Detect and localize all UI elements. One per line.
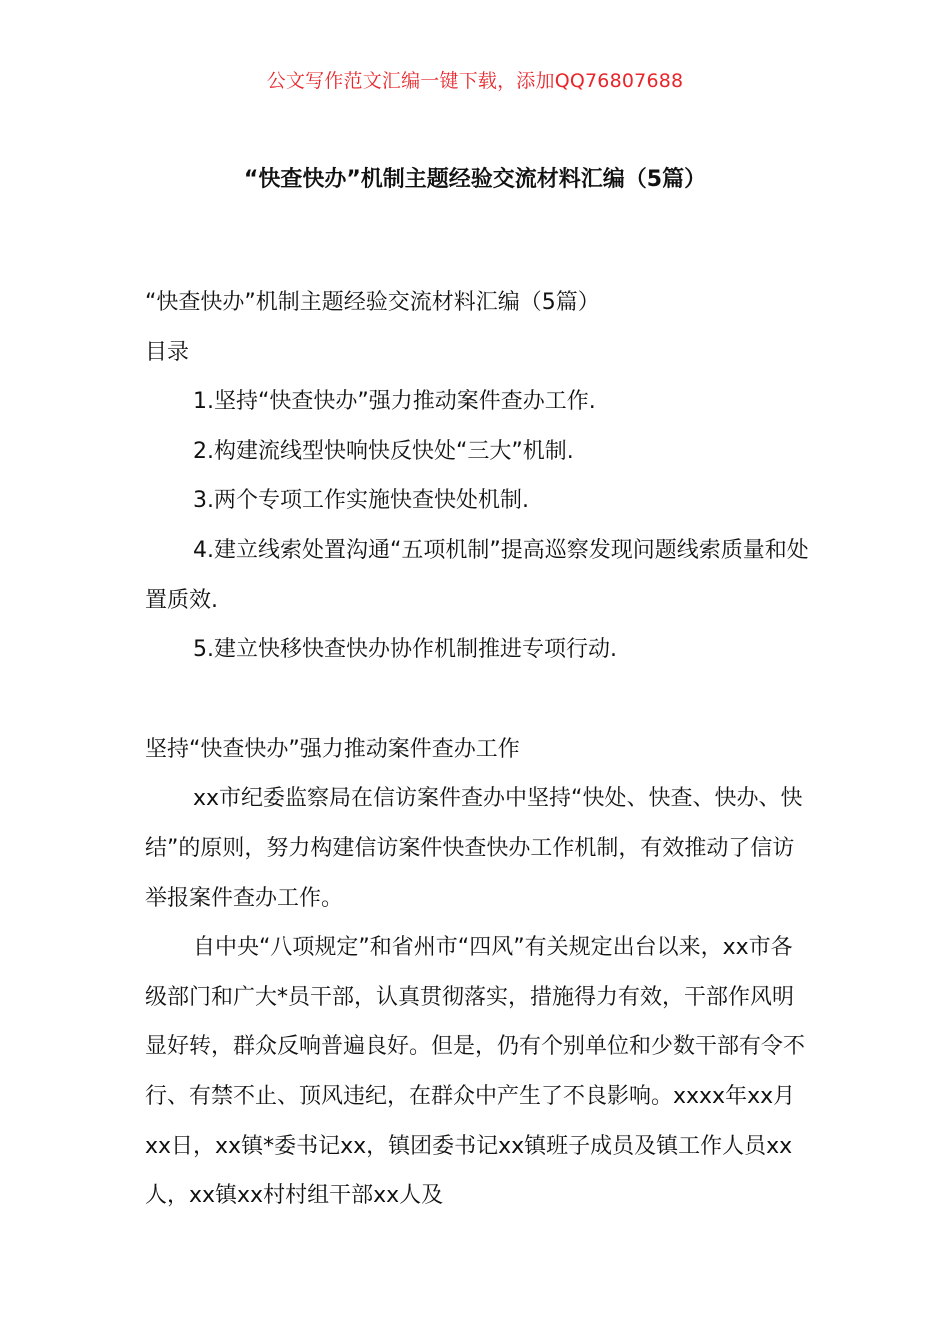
document-title: “快查快办”机制主题经验交流材料汇编（5篇） [243,167,707,192]
toc-item-4: 4.建立线索处置沟通“五项机制”提高巡察发现问题线索质量和处置质效. [145,537,809,613]
section-gap [145,675,813,725]
toc-item-1: 1.坚持“快查快办”强力推动案件查办工作. [193,389,596,415]
toc-item-3: 3.两个专项工作实施快查快处机制. [193,488,529,514]
download-notice: 公文写作范文汇编一键下载，添加QQ76807688 [266,70,684,92]
body-paragraph-1: xx市纪委监察局在信访案件查办中坚持“快处、快查、快办、快结”的原则，努力构建信访案件快查快办工作机制，有效推动了信访举报案件查办工作。 [145,786,803,911]
document-body [145,278,813,1221]
section-title: 坚持“快查快办”强力推动案件查办工作 [145,736,520,762]
toc-item-5: 5.建立快移快查快办协作机制推进专项行动. [193,637,617,663]
toc-item-2: 2.构建流线型快响快反快处“三大”机制. [193,438,574,464]
body-paragraph-2: 自中央“八项规定”和省州市“四风”有关规定出台以来，xx市各级部门和广大*员干部，认真贯彻落实，措施得力有效，干部作风明显好转，群众反响普遍良好。但是，仍有个别单位和少数干部有令不行、有禁不止、顶风违纪，在群众中产生了不良影响。xxxx年xx月xx日，xx镇*委书记xx，镇团委书记xx镇班子成员及镇工作人员xx人，xx镇xx村村组干部xx人及 [145,935,806,1209]
toc-heading: 目录 [145,339,190,365]
document-subtitle: “快查快办”机制主题经验交流材料汇编（5篇） [145,290,600,315]
